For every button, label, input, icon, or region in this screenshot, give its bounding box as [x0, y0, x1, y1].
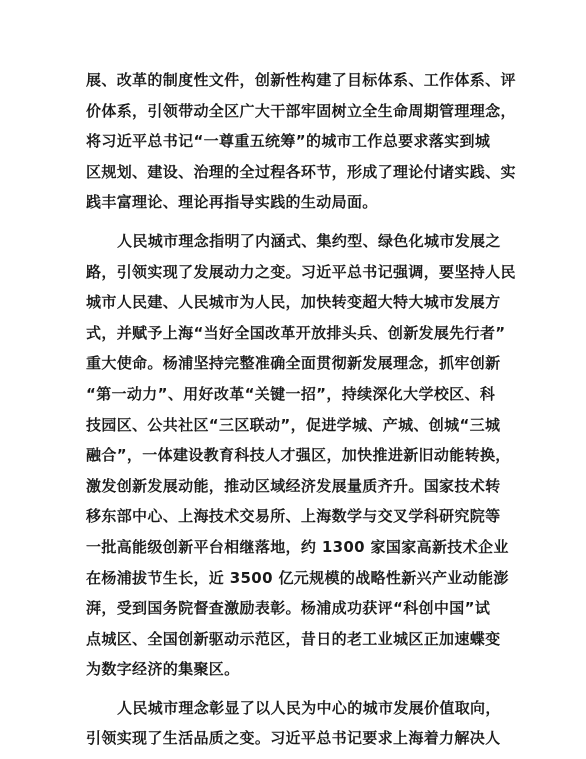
paragraph-line: “第一动力”、用好改革“关键一招”，持续深化大学校区、科: [86, 384, 496, 403]
paragraph-1: [86, 65, 516, 218]
paragraph-line: 区规划、建设、治理的全过程各环节，形成了理论付诸实践、实: [86, 162, 516, 181]
article-body: [86, 65, 516, 754]
paragraph-spacer: [86, 685, 504, 693]
paragraph-line: 湃，受到国务院督查激励表彰。杨浦成功获评“科创中国”试: [86, 599, 491, 618]
paragraph-spacer: [86, 218, 504, 226]
paragraph-line: 践丰富理论、理论再指导实践的生动局面。: [86, 193, 378, 212]
paragraph-line: 城市人民建、人民城市为人民，加快转变超大特大城市发展方: [86, 293, 501, 312]
paragraph-line: 价体系，引领带动全区广大干部牢固树立全生命周期管理理念，: [86, 101, 516, 120]
paragraph-line: 为数字经济的集聚区。: [86, 660, 240, 679]
paragraph-line: 式，并赋予上海“当好全国改革开放排头兵、创新发展先行者”: [86, 323, 506, 342]
paragraph-line: 将习近平总书记“一尊重五统筹”的城市工作总要求落实到城: [86, 132, 491, 151]
paragraph-line: 融合”，一体建设教育科技人才强区，加快推进新旧动能转换，: [86, 446, 511, 465]
paragraph-line: 技园区、公共社区“三区联动”，促进学城、产城、创城“三城: [86, 415, 501, 434]
paragraph-line: 展、改革的制度性文件，创新性构建了目标体系、工作体系、评: [86, 71, 516, 89]
paragraph-line: 移东部中心、上海技术交易所、上海数学与交叉学科研究院等: [86, 507, 501, 526]
paragraph-3: [86, 693, 504, 754]
paragraph-2: [86, 226, 516, 685]
paragraph-line: 人民城市理念指明了内涵式、集约型、绿色化城市发展之: [117, 231, 501, 250]
paragraph-line: 引领实现了生活品质之变。习近平总书记要求上海着力解决人: [86, 729, 501, 748]
paragraph-line: 在杨浦拔节生长，近 3500 亿元规模的战略性新兴产业动能澎: [86, 568, 509, 587]
paragraph-line: 激发创新发展动能，推动区域经济发展量质齐升。国家技术转: [86, 476, 501, 495]
paragraph-line: 重大使命。杨浦坚持完整准确全面贯彻新发展理念，抓牢创新: [86, 354, 501, 373]
paragraph-line: 人民城市理念彰显了以人民为中心的城市发展价值取向，: [117, 698, 501, 717]
paragraph-line: 一批高能级创新平台相继落地，约 1300 家国家高新技术企业: [86, 537, 509, 556]
paragraph-line: 点城区、全国创新驱动示范区，昔日的老工业城区正加速蝶变: [86, 629, 501, 648]
paragraph-line: 路，引领实现了发展动力之变。习近平总书记强调，要坚持人民: [86, 262, 516, 281]
